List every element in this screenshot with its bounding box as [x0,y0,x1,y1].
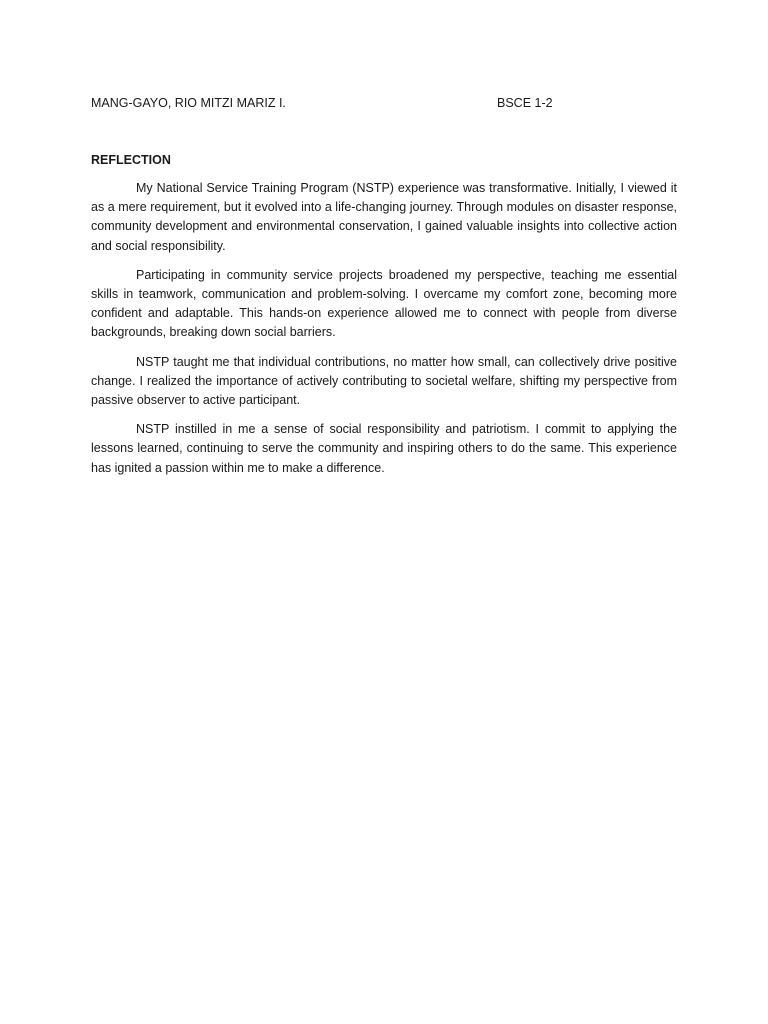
paragraph: NSTP taught me that individual contributions, no matter how small, can collectively drive positive change. I realized the importance of actively contributing to societal welfare, shifting my perspective from passive observer to active participant. [91,354,677,408]
paragraph: NSTP instilled in me a sense of social responsibility and patriotism. I commit to applying the lessons learned, continuing to serve the community and inspiring others to do the same. This experience has ignited a passion within me to make a difference. [91,422,677,475]
paragraph: My National Service Training Program (NSTP) experience was transformative. Initially, I viewed it as a mere requirement, but it evolved into a life-changing journey. Through modules on disaster response, community development and environmental conservation, I gained valuable insights into collective action and social responsibility. [91,181,677,253]
paragraph: Participating in community service projects broadened my perspective, teaching me essential skills in teamwork, communication and problem-solving. I overcame my comfort zone, becoming more confident and adaptable. This hands-on experience allowed me to connect with people from diverse backgrounds, breaking down social barriers. [91,267,677,340]
document-body [91,179,677,488]
document-header [91,94,681,112]
document-title: REFLECTION [91,153,171,167]
section-code: BSCE 1-2 [497,96,553,110]
student-name: MANG-GAYO, RIO MITZI MARIZ I. [91,96,286,110]
